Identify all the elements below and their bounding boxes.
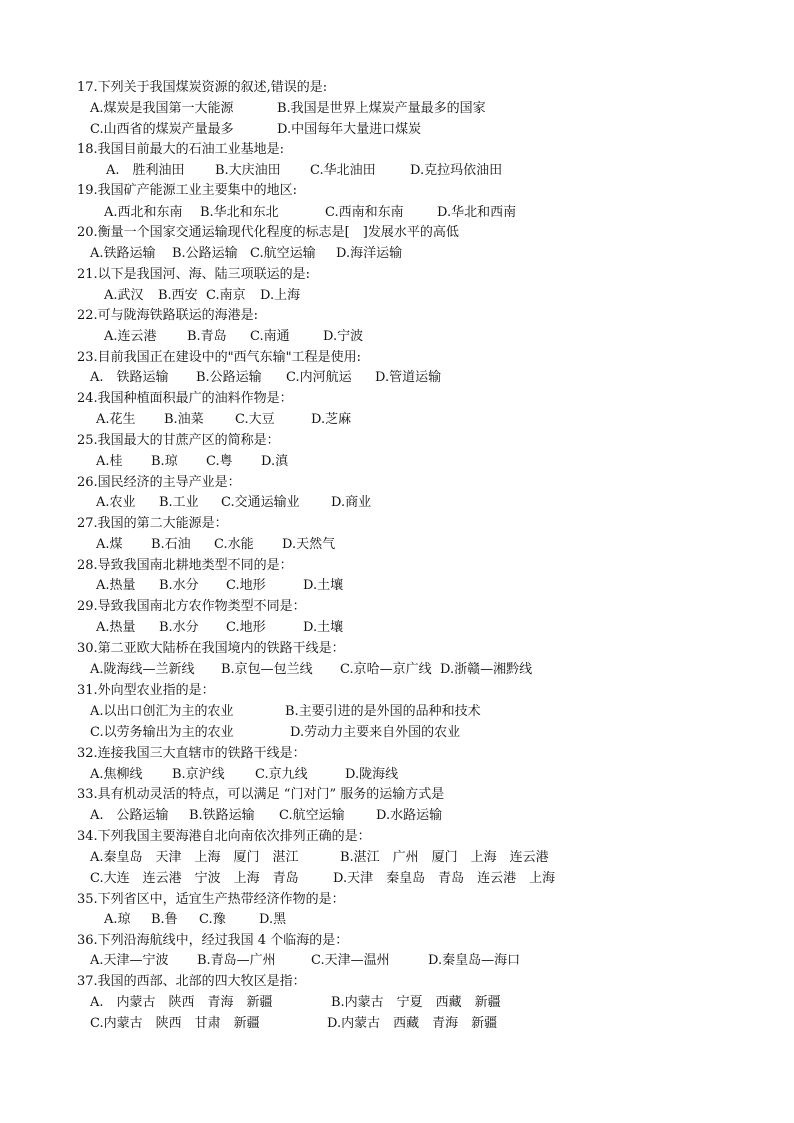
question-stem: 36.下列沿海航线中，经过我国 4 个临海的是： (77, 933, 349, 948)
answer-option: A.热量 (96, 620, 136, 635)
answer-option: A.花生 (96, 412, 136, 427)
answer-option: D.陇海线 (345, 767, 399, 782)
answer-option: C.山西省的煤炭产量最多 (90, 122, 234, 137)
answer-option: B.主要引进的是外国的品种和技术 (285, 704, 481, 719)
answer-option: D.土壤 (303, 620, 344, 635)
answer-option: A. 公路运输 (90, 808, 169, 823)
answer-option: A.武汉 (104, 288, 144, 303)
question-stem: 22.可与陇海铁路联运的海港是: (77, 308, 259, 323)
question-stem: 28.导致我国南北耕地类型不同的是： (77, 558, 293, 573)
answer-option: C.大豆 (235, 412, 275, 427)
answer-option: C.航空运输 (279, 808, 345, 823)
answer-option: D.中国每年大量进口煤炭 (277, 122, 422, 137)
question-stem: 19.我国矿产能源工业主要集中的地区: (77, 183, 298, 198)
question-stem: 33.具有机动灵活的特点，可以满足 “门对门” 服务的运输方式是 (77, 787, 445, 802)
answer-option: B.青岛—广州 (197, 953, 276, 968)
question-stem: 27.我国的第二大能源是： (77, 516, 228, 531)
answer-option: A.以出口创汇为主的农业 (90, 704, 234, 719)
answer-option: D.宁波 (323, 329, 364, 344)
question-stem: 17.下列关于我国煤炭资源的叙述,错误的是: (77, 80, 328, 95)
answer-option: C.交通运输业 (221, 495, 300, 510)
answer-option: D.黑 (259, 912, 287, 927)
answer-option: C.京九线 (255, 767, 308, 782)
answer-option: B.西安 (158, 288, 198, 303)
answer-option: A. 胜利油田 (106, 163, 185, 178)
answer-option: B.青岛 (187, 329, 227, 344)
answer-option: C.航空运输 (250, 246, 316, 261)
answer-option: A.煤 (96, 537, 123, 552)
answer-option: B.铁路运输 (189, 808, 255, 823)
answer-option: A. 内蒙古 陕西 青海 新疆 (90, 995, 273, 1010)
answer-option: D.内蒙古 西藏 青海 新疆 (327, 1016, 498, 1031)
answer-option: D.土壤 (303, 578, 344, 593)
question-stem: 26.国民经济的主导产业是： (77, 475, 241, 490)
answer-option: B.我国是世界上煤炭产量最多的国家 (277, 101, 486, 116)
answer-option: D.滇 (261, 454, 289, 469)
answer-option: B.石油 (151, 537, 191, 552)
answer-option: D.秦皇岛—海口 (428, 953, 521, 968)
answer-option: C.水能 (214, 537, 254, 552)
answer-option: D.水路运输 (376, 808, 443, 823)
answer-option: B.京沪线 (172, 767, 225, 782)
answer-option: D.管道运输 (375, 370, 442, 385)
answer-option: C.豫 (199, 912, 226, 927)
question-stem: 18.我国目前最大的石油工业基地是: (77, 142, 285, 157)
answer-option: A.铁路运输 (90, 246, 156, 261)
question-stem: 29.导致我国南北方农作物类型不同是： (77, 599, 306, 614)
answer-option: A.煤炭是我国第一大能源 (90, 101, 234, 116)
answer-option: C.地形 (226, 578, 266, 593)
answer-option: A.农业 (96, 495, 136, 510)
answer-option: D.华北和西南 (437, 205, 517, 220)
answer-option: D.海洋运输 (336, 246, 403, 261)
answer-option: C.内河航运 (286, 370, 352, 385)
answer-option: C.南通 (250, 329, 290, 344)
answer-option: D.天然气 (282, 537, 336, 552)
answer-option: B.鲁 (151, 912, 178, 927)
answer-option: C.内蒙古 陕西 甘肃 新疆 (90, 1016, 260, 1031)
answer-option: D.浙赣—湘黔线 (440, 662, 533, 677)
answer-option: B.水分 (159, 578, 199, 593)
answer-option: A.陇海线—兰新线 (90, 662, 195, 677)
answer-option: A. 铁路运输 (90, 370, 169, 385)
answer-option: B.琼 (151, 454, 178, 469)
answer-option: B.公路运输 (172, 246, 238, 261)
question-stem: 32.连接我国三大直辖市的铁路干线是： (77, 746, 306, 761)
question-stem: 21.以下是我国河、海、陆三项联运的是: (77, 267, 311, 282)
answer-option: A.连云港 (104, 329, 157, 344)
answer-option: A.秦皇岛 天津 上海 厦门 湛江 (90, 850, 299, 865)
answer-option: D.上海 (260, 288, 301, 303)
answer-option: A.天津—宁波 (90, 953, 169, 968)
answer-option: D.商业 (331, 495, 372, 510)
answer-option: A.西北和东南 (104, 205, 183, 220)
question-stem: 20.衡量一个国家交通运输现代化程度的标志是[ ]发展水平的高低 (77, 225, 459, 240)
answer-option: C.以劳务输出为主的农业 (90, 725, 234, 740)
question-stem: 30.第二亚欧大陆桥在我国境内的铁路干线是： (77, 641, 345, 656)
answer-option: C.粤 (206, 454, 233, 469)
answer-option: B.工业 (159, 495, 199, 510)
question-stem: 35.下列省区中，适宜生产热带经济作物的是： (77, 892, 345, 907)
answer-option: B.油菜 (164, 412, 204, 427)
answer-option: D.天津 秦皇岛 青岛 连云港 上海 (333, 871, 556, 886)
answer-option: A.热量 (96, 578, 136, 593)
answer-option: B.水分 (159, 620, 199, 635)
answer-option: B.公路运输 (196, 370, 262, 385)
answer-option: C.地形 (226, 620, 266, 635)
answer-option: C.大连 连云港 宁波 上海 青岛 (90, 871, 299, 886)
answer-option: C.天津—温州 (311, 953, 390, 968)
answer-option: A.琼 (104, 912, 131, 927)
answer-option: D.芝麻 (311, 412, 352, 427)
question-stem: 31.外向型农业指的是： (77, 683, 215, 698)
answer-option: B.湛江 广州 厦门 上海 连云港 (340, 850, 549, 865)
question-stem: 23.目前我国正在建设中的"西气东输"工程是使用: (77, 350, 362, 365)
question-stem: 37.我国的西部、北部的四大牧区是指： (77, 974, 306, 989)
answer-option: C.京哈—京广线 (340, 662, 432, 677)
answer-option: D.克拉玛依油田 (410, 163, 503, 178)
answer-option: C.南京 (206, 288, 246, 303)
answer-option: B.华北和东北 (200, 205, 279, 220)
question-stem: 25.我国最大的甘蔗产区的简称是： (77, 433, 280, 448)
answer-option: A.桂 (96, 454, 123, 469)
answer-option: A.焦柳线 (90, 767, 143, 782)
answer-option: B.大庆油田 (215, 163, 281, 178)
answer-option: B.内蒙古 宁夏 西藏 新疆 (331, 995, 501, 1010)
question-stem: 24.我国种植面积最广的油料作物是： (77, 391, 293, 406)
answer-option: C.西南和东南 (325, 205, 404, 220)
question-stem: 34.下列我国主要海港自北向南依次排列正确的是： (77, 829, 371, 844)
answer-option: C.华北油田 (310, 163, 376, 178)
answer-option: D.劳动力主要来自外国的农业 (290, 725, 461, 740)
answer-option: B.京包—包兰线 (221, 662, 313, 677)
